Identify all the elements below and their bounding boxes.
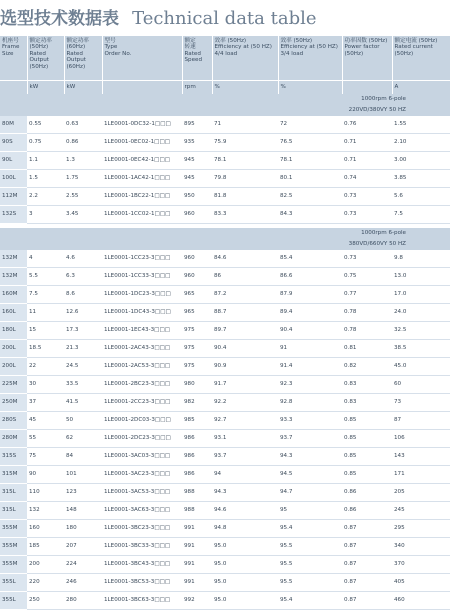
table-cell: 180 [64, 520, 102, 538]
table-cell: 94.3 [278, 448, 342, 466]
table-cell: 17.0 [392, 286, 450, 304]
page-title [0, 4, 450, 32]
table-cell: 90 [27, 466, 64, 484]
table-cell: 22 [27, 358, 64, 376]
table-cell: 24.0 [392, 304, 450, 322]
table-cell: 960 [182, 250, 212, 268]
table-cell: 246 [64, 574, 102, 592]
table-cell: 80.1 [278, 170, 342, 188]
table-cell: 92.3 [278, 376, 342, 394]
table-cell: 112M [0, 188, 27, 206]
table-cell: 1LE0001-3AC23-3□□□ [102, 466, 182, 484]
column-header: 效率 (50Hz) Efficiency at (50 HZ) 4/4 load [212, 36, 278, 81]
table-cell: 73 [392, 394, 450, 412]
group-blank-cell [0, 239, 102, 250]
table-cell: 90S [0, 134, 27, 152]
table-row [0, 520, 450, 538]
table-cell: 1LE0001-1DC43-3□□□ [102, 304, 182, 322]
table-cell: 89.7 [212, 322, 278, 340]
table-cell: 0.85 [342, 466, 392, 484]
table-cell: 988 [182, 502, 212, 520]
table-cell: 85.4 [278, 250, 342, 268]
table-row [0, 340, 450, 358]
column-header: 机座号 Frame Size [0, 36, 27, 81]
table-cell: 91.4 [278, 358, 342, 376]
table-cell: 83.3 [212, 206, 278, 224]
table-cell: 93.7 [212, 448, 278, 466]
column-unit [0, 81, 27, 95]
table-cell: 1LE0001-3BC33-3□□□ [102, 538, 182, 556]
table-cell: 1.55 [392, 116, 450, 134]
title-chinese: 选型技术数据表 [0, 9, 119, 29]
table-cell: 1.75 [64, 170, 102, 188]
table-cell: 0.86 [64, 134, 102, 152]
table-cell: 0.87 [342, 538, 392, 556]
table-cell: 1.3 [64, 152, 102, 170]
column-unit: % [278, 81, 342, 95]
table-cell: 280M [0, 430, 27, 448]
table-cell: 224 [64, 556, 102, 574]
table-cell: 84.3 [278, 206, 342, 224]
table-cell: 1LE0001-3BC43-3□□□ [102, 556, 182, 574]
table-row [0, 538, 450, 556]
table-cell: 207 [64, 538, 102, 556]
table-cell: 225M [0, 376, 27, 394]
table-row [0, 134, 450, 152]
table-cell: 75 [27, 448, 64, 466]
pole-label: 1000rpm 6-pole [102, 94, 450, 105]
table-cell: 94.5 [278, 466, 342, 484]
group-pole-row [0, 94, 450, 105]
table-cell: 991 [182, 556, 212, 574]
table-cell: 1LE0001-3AC03-3□□□ [102, 448, 182, 466]
table-cell: 86 [212, 268, 278, 286]
table-cell: 95.5 [278, 538, 342, 556]
table-cell: 100L [0, 170, 27, 188]
table-cell: 60 [392, 376, 450, 394]
group-voltage-row [0, 105, 450, 116]
table-cell: 0.83 [342, 376, 392, 394]
table-cell: 11 [27, 304, 64, 322]
table-cell: 92.7 [212, 412, 278, 430]
table-cell: 5.5 [27, 268, 64, 286]
table-cell: 79.8 [212, 170, 278, 188]
table-cell: 171 [392, 466, 450, 484]
table-cell: 91.7 [212, 376, 278, 394]
table-cell: 975 [182, 322, 212, 340]
table-row [0, 250, 450, 268]
table-cell: 1LE0001-1CC23-3□□□ [102, 250, 182, 268]
table-cell: 0.63 [64, 116, 102, 134]
table-cell: 86.6 [278, 268, 342, 286]
table-row [0, 430, 450, 448]
table-cell: 1LE0001-2AC53-3□□□ [102, 358, 182, 376]
table-cell: 986 [182, 466, 212, 484]
table-cell: 33.5 [64, 376, 102, 394]
table-cell: 87 [392, 412, 450, 430]
table-row [0, 304, 450, 322]
table-cell: 370 [392, 556, 450, 574]
table-units-row [0, 81, 450, 95]
table-cell: 460 [392, 592, 450, 610]
table-cell: 148 [64, 502, 102, 520]
table-cell: 95.4 [278, 520, 342, 538]
table-cell: 92.8 [278, 394, 342, 412]
table-cell: 1LE0001-1AC42-1□□□ [102, 170, 182, 188]
table-cell: 986 [182, 448, 212, 466]
table-cell: 355M [0, 520, 27, 538]
table-cell: 160 [27, 520, 64, 538]
table-cell: 945 [182, 170, 212, 188]
table-cell: 315S [0, 448, 27, 466]
table-cell: 110 [27, 484, 64, 502]
table-cell: 18.5 [27, 340, 64, 358]
table-cell: 0.73 [342, 250, 392, 268]
table-row [0, 152, 450, 170]
table-cell: 4.6 [64, 250, 102, 268]
table-cell: 91 [278, 340, 342, 358]
table-row [0, 556, 450, 574]
table-cell: 991 [182, 538, 212, 556]
table-cell: 355L [0, 592, 27, 610]
column-header: 额定 转速 Rated Speed [182, 36, 212, 81]
column-unit [342, 81, 392, 95]
table-cell: 3.45 [64, 206, 102, 224]
table-cell: 980 [182, 376, 212, 394]
table-cell: 960 [182, 268, 212, 286]
table-cell: 0.75 [27, 134, 64, 152]
table-cell: 5.6 [392, 188, 450, 206]
table-cell: 1.1 [27, 152, 64, 170]
table-cell: 0.71 [342, 134, 392, 152]
table-cell: 95.4 [278, 592, 342, 610]
table-cell: 1LE0001-3AC53-3□□□ [102, 484, 182, 502]
table-cell: 45 [27, 412, 64, 430]
table-cell: 991 [182, 520, 212, 538]
table-cell: 7.5 [27, 286, 64, 304]
table-cell: 123 [64, 484, 102, 502]
pole-label: 1000rpm 6-pole [102, 228, 450, 239]
table-row [0, 268, 450, 286]
table-cell: 2.55 [64, 188, 102, 206]
table-header-row [0, 36, 450, 81]
group-blank-cell [0, 94, 102, 105]
table-cell: 94.6 [212, 502, 278, 520]
table-cell: 250 [27, 592, 64, 610]
table-cell: 0.75 [342, 268, 392, 286]
table-cell: 985 [182, 412, 212, 430]
table-cell: 89.4 [278, 304, 342, 322]
table-cell: 81.8 [212, 188, 278, 206]
table-cell: 78.1 [278, 152, 342, 170]
table-cell: 30 [27, 376, 64, 394]
table-cell: 4 [27, 250, 64, 268]
table-cell: 160M [0, 286, 27, 304]
table-cell: 405 [392, 574, 450, 592]
table-row [0, 448, 450, 466]
table-cell: 2.10 [392, 134, 450, 152]
table-cell: 95.5 [278, 556, 342, 574]
table-cell: 93.1 [212, 430, 278, 448]
table-cell: 94.8 [212, 520, 278, 538]
table-cell: 0.86 [342, 502, 392, 520]
table-cell: 0.76 [342, 116, 392, 134]
table-cell: 200 [27, 556, 64, 574]
table-cell: 3 [27, 206, 64, 224]
table-cell: 975 [182, 340, 212, 358]
table-cell: 101 [64, 466, 102, 484]
table-row [0, 394, 450, 412]
table-cell: 0.87 [342, 520, 392, 538]
voltage-label: 380VD/660VY 50 HZ [102, 239, 450, 250]
table-cell: 0.77 [342, 286, 392, 304]
table-cell: 78.1 [212, 152, 278, 170]
column-unit: rpm [182, 81, 212, 95]
table-cell: 1LE0001-2DC03-3□□□ [102, 412, 182, 430]
table-cell: 2.2 [27, 188, 64, 206]
table-cell: 1LE0001-3BC23-3□□□ [102, 520, 182, 538]
table-cell: 220 [27, 574, 64, 592]
table-cell: 71 [212, 116, 278, 134]
table-cell: 0.78 [342, 304, 392, 322]
table-row [0, 376, 450, 394]
table-cell: 17.3 [64, 322, 102, 340]
table-cell: 315L [0, 502, 27, 520]
table-cell: 3.00 [392, 152, 450, 170]
table-cell: 0.87 [342, 574, 392, 592]
table-cell: 55 [27, 430, 64, 448]
table-cell: 200L [0, 340, 27, 358]
table-cell: 1LE0001-1CC02-1□□□ [102, 206, 182, 224]
table-cell: 205 [392, 484, 450, 502]
table-cell: 895 [182, 116, 212, 134]
table-cell: 1LE0001-2BC23-3□□□ [102, 376, 182, 394]
table-cell: 143 [392, 448, 450, 466]
table-cell: 32.5 [392, 322, 450, 340]
table-cell: 355M [0, 538, 27, 556]
table-cell: 935 [182, 134, 212, 152]
table-cell: 75.9 [212, 134, 278, 152]
table-cell: 82.5 [278, 188, 342, 206]
table-cell: 180L [0, 322, 27, 340]
table-row [0, 322, 450, 340]
table-cell: 1LE0001-1CC33-3□□□ [102, 268, 182, 286]
table-cell: 90.4 [212, 340, 278, 358]
table-cell: 132 [27, 502, 64, 520]
table-cell: 1LE0001-2DC23-3□□□ [102, 430, 182, 448]
table-row [0, 592, 450, 610]
column-header: 额定功率 (50Hz) Rated Output (50Hz) [27, 36, 64, 81]
table-cell: 3.85 [392, 170, 450, 188]
table-cell: 0.86 [342, 484, 392, 502]
table-cell: 295 [392, 520, 450, 538]
table-cell: 45.0 [392, 358, 450, 376]
table-cell: 15 [27, 322, 64, 340]
table-cell: 160L [0, 304, 27, 322]
table-cell: 50 [64, 412, 102, 430]
table-cell: 0.85 [342, 430, 392, 448]
table-cell: 84.6 [212, 250, 278, 268]
table-row [0, 170, 450, 188]
table-cell: 986 [182, 430, 212, 448]
table-cell: 0.74 [342, 170, 392, 188]
table-cell: 90.4 [278, 322, 342, 340]
table-cell: 355L [0, 574, 27, 592]
column-unit: A [392, 81, 450, 95]
table-cell: 988 [182, 484, 212, 502]
table-cell: 7.5 [392, 206, 450, 224]
table-cell: 0.73 [342, 206, 392, 224]
table-cell: 280S [0, 412, 27, 430]
table-cell: 992 [182, 592, 212, 610]
table-row [0, 286, 450, 304]
table-cell: 965 [182, 286, 212, 304]
table-cell: 94.3 [212, 484, 278, 502]
table-cell: 250M [0, 394, 27, 412]
table-cell: 95.0 [212, 574, 278, 592]
technical-data-table [0, 36, 450, 610]
table-body [0, 94, 450, 610]
table-row [0, 574, 450, 592]
table-cell: 88.7 [212, 304, 278, 322]
table-cell: 1LE0001-0EC02-1□□□ [102, 134, 182, 152]
column-header: 额定电流 (50Hz) Rated current (50Hz) [392, 36, 450, 81]
table-cell: 95.0 [212, 556, 278, 574]
table-cell: 982 [182, 394, 212, 412]
table-cell: 0.81 [342, 340, 392, 358]
table-cell: 106 [392, 430, 450, 448]
table-cell: 1LE0001-1BC22-1□□□ [102, 188, 182, 206]
table-cell: 8.6 [64, 286, 102, 304]
column-unit [102, 81, 182, 95]
table-cell: 0.82 [342, 358, 392, 376]
table-cell: 0.85 [342, 412, 392, 430]
table-cell: 0.78 [342, 322, 392, 340]
title-english: Technical data table [132, 8, 317, 29]
table-cell: 1LE0001-2AC43-3□□□ [102, 340, 182, 358]
group-blank-cell [0, 228, 102, 239]
table-cell: 92.2 [212, 394, 278, 412]
table-cell: 315M [0, 466, 27, 484]
table-cell: 1LE0001-0EC42-1□□□ [102, 152, 182, 170]
table-cell: 1LE0001-2CC23-3□□□ [102, 394, 182, 412]
table-cell: 38.5 [392, 340, 450, 358]
column-unit: kW [27, 81, 64, 95]
table-cell: 280 [64, 592, 102, 610]
voltage-label: 220VD/380VY 50 HZ [102, 105, 450, 116]
group-pole-row [0, 228, 450, 239]
table-cell: 0.87 [342, 556, 392, 574]
table-cell: 41.5 [64, 394, 102, 412]
table-cell: 95.0 [212, 538, 278, 556]
table-cell: 1LE0001-3AC63-3□□□ [102, 502, 182, 520]
table-cell: 132M [0, 268, 27, 286]
table-cell: 87.9 [278, 286, 342, 304]
table-cell: 0.83 [342, 394, 392, 412]
table-cell: 90L [0, 152, 27, 170]
table-cell: 245 [392, 502, 450, 520]
table-cell: 200L [0, 358, 27, 376]
table-cell: 1LE0001-1EC43-3□□□ [102, 322, 182, 340]
table-cell: 93.3 [278, 412, 342, 430]
group-voltage-row [0, 239, 450, 250]
table-cell: 21.3 [64, 340, 102, 358]
table-cell: 6.3 [64, 268, 102, 286]
table-cell: 1LE0001-0DC32-1□□□ [102, 116, 182, 134]
column-header: 功率因数 (50Hz) Power factor (50Hz) [342, 36, 392, 81]
table-cell: 0.55 [27, 116, 64, 134]
table-cell: 355M [0, 556, 27, 574]
table-cell: 13.0 [392, 268, 450, 286]
table-cell: 84 [64, 448, 102, 466]
table-row [0, 358, 450, 376]
table-cell: 12.6 [64, 304, 102, 322]
table-cell: 185 [27, 538, 64, 556]
table-cell: 1LE0001-3BC63-3□□□ [102, 592, 182, 610]
column-header: 额定功率 (60Hz) Rated Output (60Hz) [64, 36, 102, 81]
table-cell: 0.85 [342, 448, 392, 466]
table-cell: 76.5 [278, 134, 342, 152]
table-cell: 93.7 [278, 430, 342, 448]
column-unit: kW [64, 81, 102, 95]
table-row [0, 116, 450, 134]
table-cell: 72 [278, 116, 342, 134]
table-row [0, 188, 450, 206]
table-cell: 62 [64, 430, 102, 448]
table-cell: 1.5 [27, 170, 64, 188]
table-cell: 24.5 [64, 358, 102, 376]
table-cell: 965 [182, 304, 212, 322]
table-cell: 9.8 [392, 250, 450, 268]
table-cell: 132M [0, 250, 27, 268]
group-blank-cell [0, 105, 102, 116]
table-cell: 950 [182, 188, 212, 206]
table-row [0, 412, 450, 430]
table-cell: 315L [0, 484, 27, 502]
table-cell: 80M [0, 116, 27, 134]
table-cell: 90.9 [212, 358, 278, 376]
table-cell: 95 [278, 502, 342, 520]
table-cell: 0.73 [342, 188, 392, 206]
table-cell: 945 [182, 152, 212, 170]
table-cell: 960 [182, 206, 212, 224]
column-unit: % [212, 81, 278, 95]
table-cell: 37 [27, 394, 64, 412]
table-cell: 132S [0, 206, 27, 224]
table-cell: 95.0 [212, 592, 278, 610]
table-cell: 87.2 [212, 286, 278, 304]
table-cell: 1LE0001-1DC23-3□□□ [102, 286, 182, 304]
table-cell: 975 [182, 358, 212, 376]
table-cell: 991 [182, 574, 212, 592]
table-row [0, 466, 450, 484]
table-cell: 1LE0001-3BC53-3□□□ [102, 574, 182, 592]
column-header: 型号 Type Order No. [102, 36, 182, 81]
table-cell: 340 [392, 538, 450, 556]
table-cell: 0.71 [342, 152, 392, 170]
table-row [0, 484, 450, 502]
column-header: 效率 (50Hz) Efficiency at (50 HZ) 3/4 load [278, 36, 342, 81]
table-cell: 94 [212, 466, 278, 484]
table-cell: 0.87 [342, 592, 392, 610]
table-cell: 95.5 [278, 574, 342, 592]
table-row [0, 502, 450, 520]
table-cell: 94.7 [278, 484, 342, 502]
table-row [0, 206, 450, 224]
